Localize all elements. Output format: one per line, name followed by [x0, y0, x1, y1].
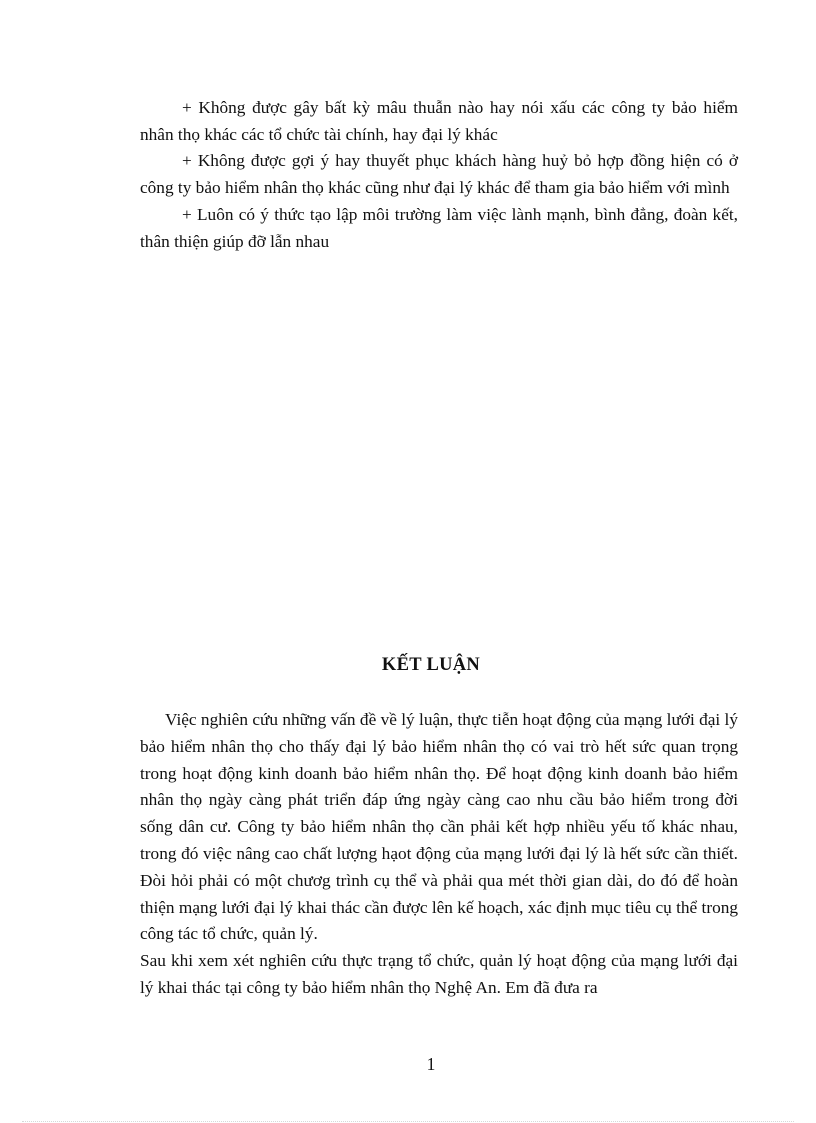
page-number: 1 [426, 1054, 436, 1074]
conclusion-section [140, 707, 738, 1002]
rule-healthy-environment: + Luôn có ý thức tạo lập môi trường làm việc lành mạnh, bình đẳng, đoàn kết, thân thiện giúp đỡ lẫn nhau [140, 204, 738, 251]
agent-rules-section [140, 95, 738, 255]
conclusion-paragraph: Việc nghiên cứu những vấn đề về lý luận, thực tiễn hoạt động của mạng lưới đại lý bảo hiểm nhân thọ cho thấy đại lý bảo hiểm nhân thọ có vai trò hết sức quan trọng trong hoạt động kinh doanh bảo hiểm nhân thọ. Để hoạt động kinh doanh bảo hiểm nhân thọ ngày càng phát triển đáp ứng ngày càng cao nhu cầu bảo hiểm trong đời sống dân cư. Công ty bảo hiểm nhân thọ cần phải kết hợp nhiều yếu tố khác nhau, trong đó việc nâng cao chất lượng hạot động của mạng lưới đại lý là hết sức cần thiết. Đòi hỏi phải có một chươg trình cụ thể và phải qua mét thời gian dài, do đó để hoàn thiện mạng lưới đại lý khai thác cần được lên kế hoạch, xác định mục tiêu cụ thể trong công tác tổ chức, quản lý. [140, 710, 738, 944]
conclusion-paragraph-continued: Sau khi xem xét nghiên cứu thực trạng tổ chức, quản lý hoạt động của mạng lưới đại lý khai thác tại công ty bảo hiểm nhân thọ Nghệ An. Em đã đưa ra [140, 951, 738, 997]
conclusion-heading: KẾT LUẬN [381, 655, 481, 675]
rule-no-conflict: + Không được gây bất kỳ mâu thuẫn nào hay nói xấu các công ty bảo hiểm nhân thọ khác các tổ chức tài chính, hay đại lý khác [140, 98, 738, 144]
rule-no-persuasion: + Không được gợi ý hay thuyết phục khách hàng huỷ bỏ hợp đồng hiện có ở công ty bảo hiểm nhân thọ khác cũng như đại lý khác để tham gia bảo hiểm với mình [140, 151, 738, 198]
page-bottom-divider [22, 1121, 794, 1122]
